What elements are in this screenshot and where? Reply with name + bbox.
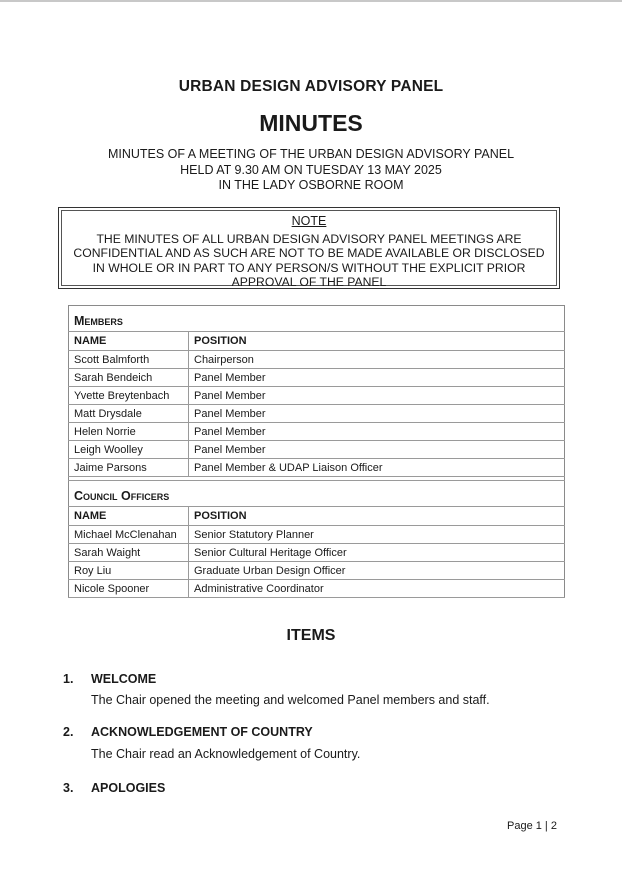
member-name: Scott Balmforth bbox=[69, 351, 189, 369]
member-position: Chairperson bbox=[189, 351, 565, 369]
meeting-line: IN THE LADY OSBORNE ROOM bbox=[218, 178, 404, 192]
table-row bbox=[69, 459, 565, 477]
item-heading: ACKNOWLEDGEMENT OF COUNTRY bbox=[91, 725, 313, 739]
member-position: Panel Member bbox=[189, 423, 565, 441]
attendance-table bbox=[68, 305, 565, 598]
table-row bbox=[69, 423, 565, 441]
officers-column-headers bbox=[69, 507, 565, 526]
members-section-header bbox=[69, 306, 565, 332]
note-text: THE MINUTES OF ALL URBAN DESIGN ADVISORY PANEL MEETINGS ARE CONFIDENTIAL AND AS SUCH ARE NOT TO BE MADE AVAILABLE OR DISCLOSED IN WHOLE OR IN PART TO ANY PERSON/S WITHOUT THE EXPLICIT PRIOR APPROVAL OF THE PANEL bbox=[73, 232, 545, 289]
table-row bbox=[69, 405, 565, 423]
item-body: The Chair read an Acknowledgement of Country. bbox=[91, 747, 361, 761]
member-name: Leigh Woolley bbox=[69, 441, 189, 459]
table-row bbox=[69, 351, 565, 369]
officer-name: Roy Liu bbox=[69, 562, 189, 580]
column-header-position: POSITION bbox=[189, 332, 565, 351]
member-position: Panel Member bbox=[189, 441, 565, 459]
page-number: Page 1 | 2 bbox=[507, 820, 557, 832]
table-row bbox=[69, 369, 565, 387]
document-title: MINUTES bbox=[259, 110, 363, 136]
item-heading: APOLOGIES bbox=[91, 781, 166, 795]
table-row bbox=[69, 387, 565, 405]
officer-name: Michael McClenahan bbox=[69, 526, 189, 544]
page-top-edge bbox=[0, 0, 622, 2]
officer-position: Senior Cultural Heritage Officer bbox=[189, 544, 565, 562]
meeting-details bbox=[0, 147, 622, 194]
column-header-name: NAME bbox=[69, 332, 189, 351]
note-heading: NOTE bbox=[291, 214, 327, 228]
member-name: Jaime Parsons bbox=[69, 459, 189, 477]
officer-name: Sarah Waight bbox=[69, 544, 189, 562]
item-number: 3. bbox=[63, 781, 74, 795]
members-section-title: Members bbox=[69, 306, 565, 332]
officer-position: Senior Statutory Planner bbox=[189, 526, 565, 544]
officers-section-title: Council Officers bbox=[69, 481, 565, 507]
member-name: Sarah Bendeich bbox=[69, 369, 189, 387]
item-heading: WELCOME bbox=[91, 672, 157, 686]
confidentiality-note bbox=[58, 207, 560, 289]
member-position: Panel Member bbox=[189, 405, 565, 423]
members-column-headers bbox=[69, 332, 565, 351]
table-row bbox=[69, 526, 565, 544]
item-number: 1. bbox=[63, 672, 74, 686]
items-title: ITEMS bbox=[286, 627, 336, 644]
meeting-line: HELD AT 9.30 AM ON TUESDAY 13 MAY 2025 bbox=[180, 162, 442, 177]
column-header-position: POSITION bbox=[189, 507, 565, 526]
officer-position: Administrative Coordinator bbox=[189, 580, 565, 598]
member-name: Helen Norrie bbox=[69, 423, 189, 441]
note-inner-border bbox=[61, 210, 557, 289]
member-name: Matt Drysdale bbox=[69, 405, 189, 423]
meeting-line: MINUTES OF A MEETING OF THE URBAN DESIGN ADVISORY PANEL bbox=[107, 147, 515, 161]
item-body: The Chair opened the meeting and welcomed Panel members and staff. bbox=[91, 693, 490, 707]
column-header-name: NAME bbox=[69, 507, 189, 526]
item-number: 2. bbox=[63, 725, 74, 739]
member-position: Panel Member bbox=[189, 369, 565, 387]
member-name: Yvette Breytenbach bbox=[69, 387, 189, 405]
table-row bbox=[69, 544, 565, 562]
officers-section-header bbox=[69, 481, 565, 507]
organisation-title: URBAN DESIGN ADVISORY PANEL bbox=[178, 78, 444, 95]
member-position: Panel Member & UDAP Liaison Officer bbox=[189, 459, 565, 477]
table-row bbox=[69, 562, 565, 580]
table-row bbox=[69, 580, 565, 598]
officer-position: Graduate Urban Design Officer bbox=[189, 562, 565, 580]
member-position: Panel Member bbox=[189, 387, 565, 405]
officer-name: Nicole Spooner bbox=[69, 580, 189, 598]
table-row bbox=[69, 441, 565, 459]
